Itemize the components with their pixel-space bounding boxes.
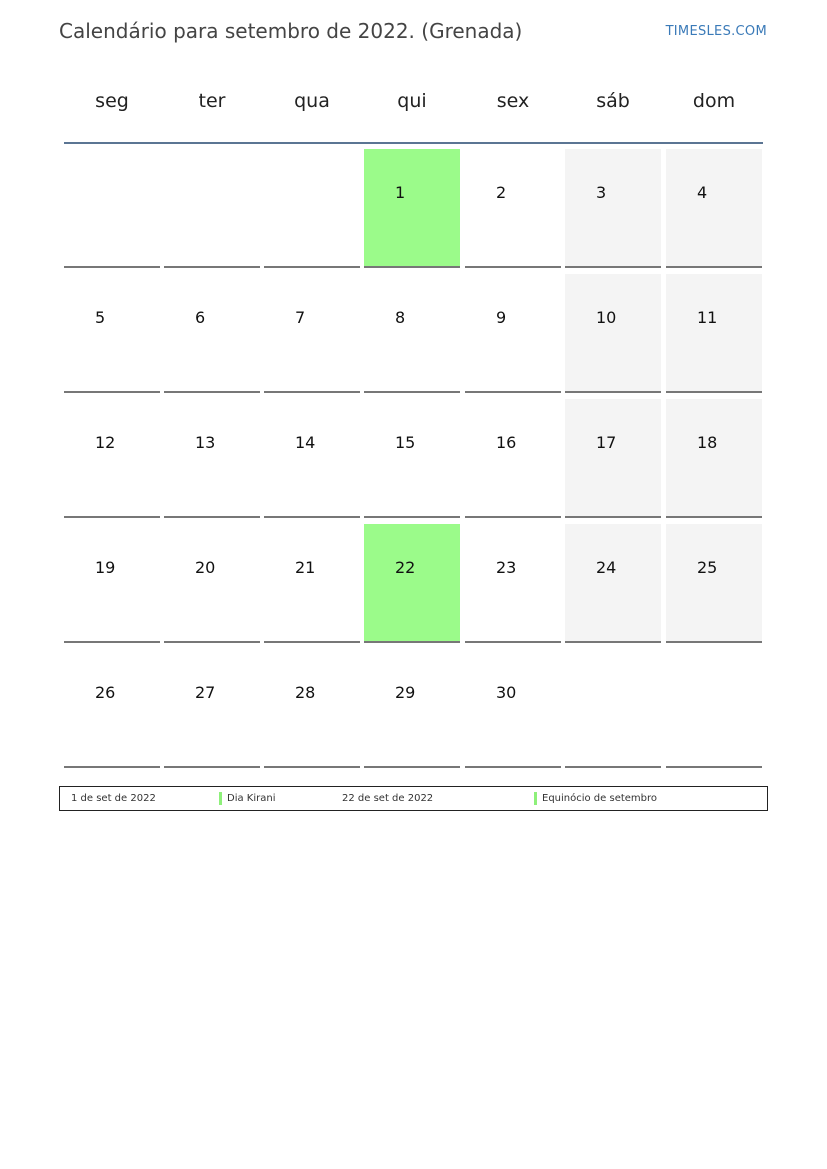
day-number: 10 [596, 308, 617, 327]
legend-holiday-name: Equinócio de setembro [542, 793, 658, 804]
day-cell [364, 274, 460, 393]
day-cell [565, 274, 661, 393]
day-cell [565, 524, 661, 643]
day-cell [164, 399, 260, 518]
empty-day-cell [64, 149, 160, 268]
legend-date: 1 de set de 2022 [71, 793, 156, 804]
day-number: 16 [496, 433, 517, 452]
day-number: 9 [496, 308, 507, 327]
empty-day-cell [565, 649, 661, 768]
day-number: 25 [697, 558, 718, 577]
weekday-label: dom [692, 90, 736, 112]
weekday-label: sex [496, 90, 530, 112]
day-number: 27 [195, 683, 216, 702]
day-cell [364, 399, 460, 518]
day-cell [264, 399, 360, 518]
day-cell [64, 274, 160, 393]
weekday-label: seg [95, 90, 129, 112]
day-cell [264, 649, 360, 768]
day-cell [666, 149, 762, 268]
day-cell [164, 524, 260, 643]
day-number: 8 [395, 308, 406, 327]
day-number: 30 [496, 683, 517, 702]
day-cell [364, 149, 460, 268]
weekday-label: qua [294, 90, 330, 112]
day-number: 7 [295, 308, 306, 327]
day-number: 5 [95, 308, 106, 327]
empty-day-cell [164, 149, 260, 268]
day-cell [164, 274, 260, 393]
day-number: 29 [395, 683, 416, 702]
day-cell [364, 649, 460, 768]
day-cell [64, 649, 160, 768]
day-number: 17 [596, 433, 617, 452]
day-number: 20 [195, 558, 216, 577]
day-cell [264, 524, 360, 643]
header-divider [64, 142, 763, 144]
day-cell [465, 274, 561, 393]
legend-color-swatch [219, 792, 222, 805]
day-number: 14 [295, 433, 316, 452]
day-number: 2 [496, 183, 507, 202]
day-cell [264, 274, 360, 393]
day-cell [565, 399, 661, 518]
day-number: 23 [496, 558, 517, 577]
day-number: 1 [395, 183, 406, 202]
calendar-grid [64, 149, 763, 770]
day-number: 24 [596, 558, 617, 577]
empty-day-cell [666, 649, 762, 768]
weekday-label: ter [198, 90, 226, 112]
day-number: 12 [95, 433, 116, 452]
day-cell [465, 524, 561, 643]
day-number: 11 [697, 308, 718, 327]
day-cell [64, 524, 160, 643]
day-number: 19 [95, 558, 116, 577]
day-number: 15 [395, 433, 416, 452]
day-cell [164, 649, 260, 768]
day-number: 21 [295, 558, 316, 577]
weekday-header [64, 90, 763, 118]
day-number: 3 [596, 183, 607, 202]
day-number: 13 [195, 433, 216, 452]
day-number: 22 [395, 558, 416, 577]
day-cell [465, 399, 561, 518]
day-number: 6 [195, 308, 206, 327]
weekday-label: sáb [596, 90, 630, 112]
empty-day-cell [264, 149, 360, 268]
day-cell [666, 399, 762, 518]
day-cell [666, 274, 762, 393]
day-cell [465, 149, 561, 268]
day-number: 28 [295, 683, 316, 702]
brand-link[interactable]: TIMESLES.COM [665, 24, 767, 39]
day-number: 18 [697, 433, 718, 452]
legend-date: 22 de set de 2022 [342, 793, 434, 804]
day-cell [64, 399, 160, 518]
day-cell [465, 649, 561, 768]
day-cell [666, 524, 762, 643]
page-title: Calendário para setembro de 2022. (Grenada) [59, 19, 523, 43]
day-number: 26 [95, 683, 116, 702]
weekday-label: qui [397, 90, 427, 112]
day-cell [364, 524, 460, 643]
holiday-legend [59, 786, 768, 811]
day-cell [565, 149, 661, 268]
legend-holiday-name: Dia Kirani [227, 793, 276, 804]
day-number: 4 [697, 183, 708, 202]
legend-color-swatch [534, 792, 537, 805]
